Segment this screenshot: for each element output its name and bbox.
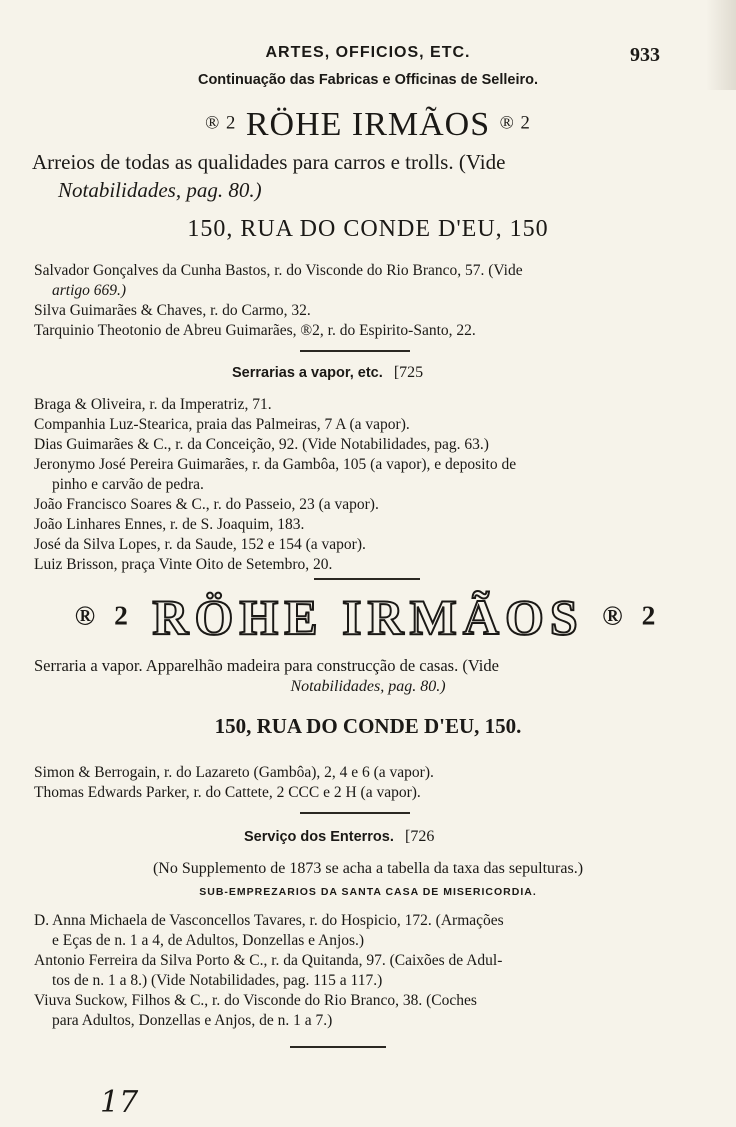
brand-name: RÖHE IRMÃOS [245, 106, 491, 143]
list-item: Tarquinio Theotonio de Abreu Guimarães, ®2, r. do Espirito-Santo, 22. [34, 322, 476, 339]
divider [300, 350, 410, 352]
section-ref: [726 [404, 828, 435, 845]
list-item-continuation: artigo 669.) [52, 282, 127, 299]
advert-brand-1 [0, 106, 736, 144]
list-item: Silva Guimarães & Chaves, r. do Carmo, 32. [34, 302, 311, 319]
list-item-continuation: pinho e carvão de pedra. [52, 476, 204, 493]
list-item: Braga & Oliveira, r. da Imperatriz, 71. [34, 396, 272, 413]
section-subtitle: Continuação das Fabricas e Officinas de Selleiro. [197, 72, 539, 88]
list-item: João Francisco Soares & C., r. do Passeio, 23 (a vapor). [34, 496, 379, 513]
page-number: 933 [630, 44, 660, 66]
registered-mark: ® 2 [74, 599, 134, 631]
divider [300, 812, 410, 814]
divider [290, 1046, 386, 1048]
list-item: Dias Guimarães & C., r. da Conceição, 92. (Vide Notabilidades, pag. 63.) [34, 436, 489, 453]
list-item: Salvador Gonçalves da Cunha Bastos, r. do Visconde do Rio Branco, 57. (Vide [34, 262, 523, 279]
list-item: Jeronymo José Pereira Guimarães, r. da Gambôa, 105 (a vapor), e deposito de [34, 456, 517, 473]
advert-description: Serraria a vapor. Apparelhão madeira para construcção de casas. (Vide [34, 656, 499, 675]
list-item: João Linhares Ennes, r. de S. Joaquim, 183. [34, 516, 305, 533]
list-item: Thomas Edwards Parker, r. do Cattete, 2 CCC e 2 H (a vapor). [34, 784, 421, 801]
advert-address: 150, RUA DO CONDE D'EU, 150 [187, 216, 549, 242]
section-heading [244, 826, 434, 846]
heading-text: Serrarias a vapor, etc. [232, 365, 383, 381]
heading-text: Serviço dos Enterros. [244, 829, 394, 845]
list-item: D. Anna Michaela de Vasconcellos Tavares, r. do Hospicio, 172. (Armações [34, 912, 504, 929]
list-item: Luiz Brisson, praça Vinte Oito de Setembro, 20. [34, 556, 333, 573]
list-item: Simon & Berrogain, r. do Lazareto (Gambôa), 2, 4 e 6 (a vapor). [34, 764, 434, 781]
advert-description-ref: Notabilidades, pag. 80.) [58, 178, 262, 202]
list-item: Viuva Suckow, Filhos & C., r. do Visconde do Rio Branco, 38. (Coches [34, 992, 477, 1009]
section-subheading: SUB-EMPREZARIOS DA SANTA CASA DE MISERICORDIA. [199, 886, 537, 898]
handwritten-mark: 17 [100, 1085, 139, 1120]
registered-mark: ® 2 [499, 112, 531, 134]
list-item-continuation: para Adultos, Donzellas e Anjos, de n. 1 a 7.) [52, 1012, 333, 1029]
advert-brand-2 [0, 588, 736, 646]
registered-mark: ® 2 [205, 112, 237, 134]
running-header: ARTES, OFFICIOS, ETC. [265, 44, 471, 61]
list-item-continuation: e Eças de n. 1 a 4, de Adultos, Donzellas e Anjos.) [52, 932, 365, 949]
list-item-continuation: tos de n. 1 a 8.) (Vide Notabilidades, pag. 115 a 117.) [52, 972, 383, 989]
advert-description: Arreios de todas as qualidades para carros e trolls. (Vide [32, 150, 506, 174]
list-item: José da Silva Lopes, r. da Saude, 152 e 154 (a vapor). [34, 536, 366, 553]
section-note: (No Supplemento de 1873 se acha a tabella da taxa das sepulturas.) [152, 860, 584, 877]
divider [314, 578, 420, 580]
advert-address: 150, RUA DO CONDE D'EU, 150. [214, 714, 522, 738]
brand-name-outlined: RÖHE IRMÃOS [152, 589, 584, 645]
list-item: Companhia Luz-Stearica, praia das Palmeiras, 7 A (a vapor). [34, 416, 410, 433]
section-heading [232, 362, 423, 382]
list-item: Antonio Ferreira da Silva Porto & C., r. da Quitanda, 97. (Caixões de Adul- [34, 952, 503, 969]
advert-description-ref: Notabilidades, pag. 80.) [290, 678, 446, 695]
section-ref: [725 [393, 364, 424, 381]
registered-mark: ® 2 [602, 599, 662, 631]
